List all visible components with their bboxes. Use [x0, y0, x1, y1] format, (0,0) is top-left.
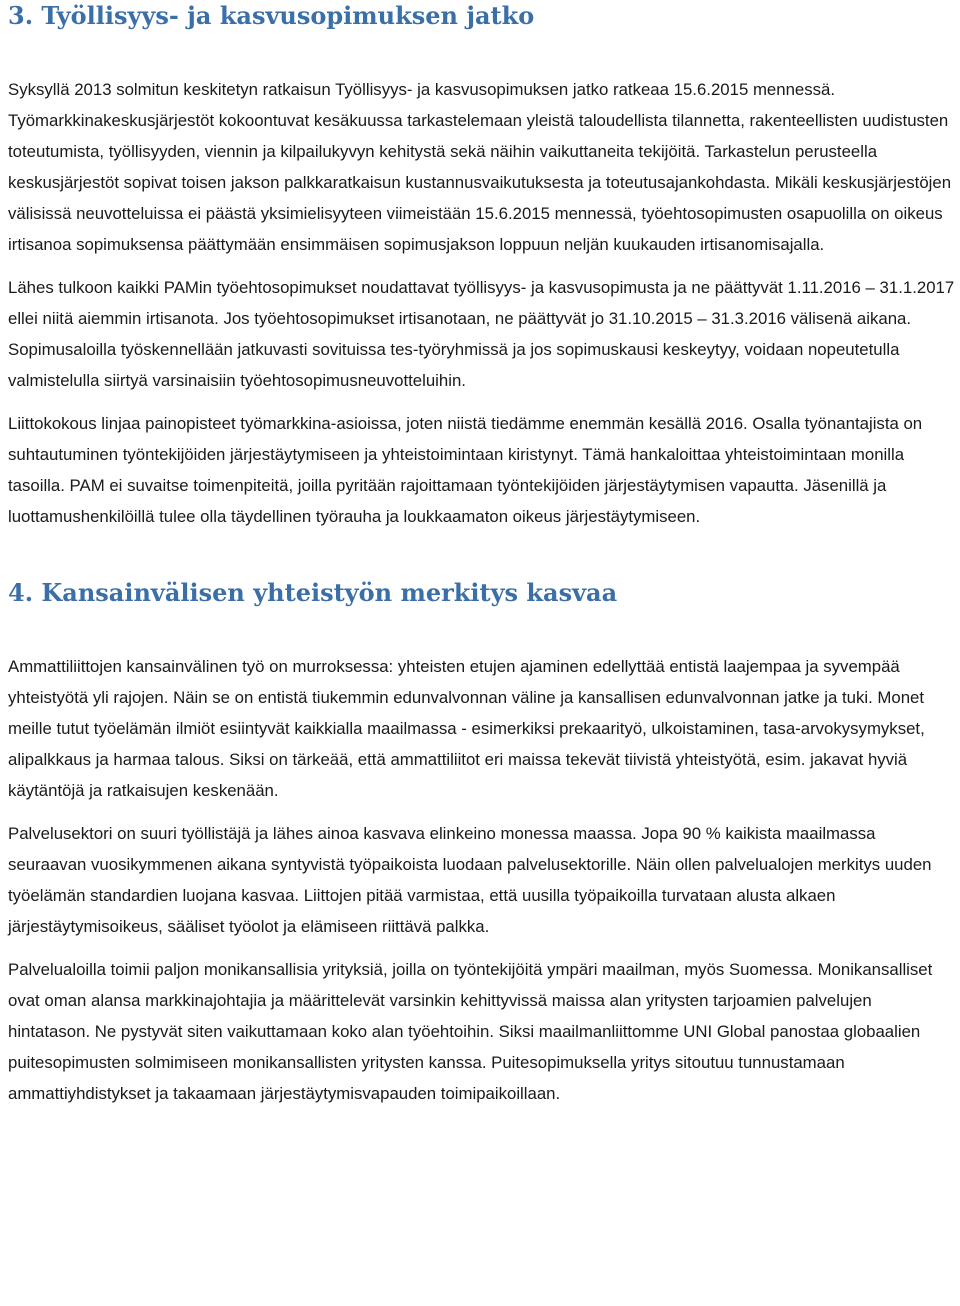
paragraph: Ammattiliittojen kansainvälinen työ on murroksessa: yhteisten etujen ajaminen edellyttää entistä laajempaa ja syvempää yhteistyötä yli rajojen. Näin se on entistä tiukemmin edunvalvonnan väline ja kansallisen edunvalvonnan jatke ja tuki. Monet meille tutut työelämän ilmiöt esiintyvät kaikkialla maailmassa - esimerkiksi prekaarityö, ulkoistaminen, tasa-arvokysymykset, alipalkkaus ja harmaa talous. Siksi on tärkeää, että ammattiliitot eri maissa tekevät tiivistä yhteistyötä, esim. jakavat hyviä käytäntöjä ja ratkaisujen keskenään. — [8, 657, 925, 800]
section-body-4 — [8, 651, 958, 1109]
section-body-3 — [8, 74, 958, 532]
paragraph: Syksyllä 2013 solmitun keskitetyn ratkaisun Työllisyys- ja kasvusopimuksen jatko ratkeaa 15.6.2015 mennessä. Työmarkkinakeskusjärjestöt kokoontuvat kesäkuussa tarkastelemaan yleistä taloudellista tilannetta, rakenteellisten uudistusten toteutumista, työllisyyden, viennin ja kilpailukyvyn kehitystä sekä näihin vaikuttaneita tekijöitä. Tarkastelun perusteella keskusjärjestöt sopivat toisen jakson palkkaratkaisun kustannusvaikutuksesta ja toteutusajankohdasta. Mikäli keskusjärjestöjen välisissä neuvotteluissa ei päästä yksimielisyyteen viimeistään 15.6.2015 mennessä, työehtosopimusten osapuolilla on oikeus irtisanoa sopimuksensa päättymään ensimmäisen sopimusjakson loppuun neljän kuukauden irtisanomisajalla. — [8, 80, 952, 254]
paragraph: Palvelusektori on suuri työllistäjä ja lähes ainoa kasvava elinkeino monessa maassa. Jopa 90 % kaikista maailmassa seuraavan vuosikymmenen aikana syntyvistä työpaikoista luodaan palvelusektorille. Näin ollen palvelualojen merkitys uuden työelämän standardien luojana kasvaa. Liittojen pitää varmistaa, että uusilla työpaikoilla turvataan alusta alkaen järjestäytymisoikeus, sääliset työolot ja elämiseen riittävä palkka. — [8, 824, 932, 936]
paragraph: Liittokokous linjaa painopisteet työmarkkina-asioissa, joten niistä tiedämme enemmän kesällä 2016. Osalla työnantajista on suhtautuminen työntekijöiden järjestäytymiseen ja yhteistoimintaan kiristynyt. Tämä hankaloittaa yhteistoimintaan monilla tasoilla. PAM ei suvaitse toimenpiteitä, joilla pyritään rajoittamaan työntekijöiden järjestäytymisen vapautta. Jäsenillä ja luottamushenkilöillä tulee olla täydellinen työrauha ja loukkaamaton oikeus järjestäytymiseen. — [8, 414, 923, 526]
document-page — [8, 0, 958, 1109]
paragraph: Lähes tulkoon kaikki PAMin työehtosopimukset noudattavat työllisyys- ja kasvusopimusta ja ne päättyvät 1.11.2016 – 31.1.2017 ellei niitä aiemmin irtisanota. Jos työehtosopimukset irtisanotaan, ne päättyvät jo 31.10.2015 – 31.3.2016 välisenä aikana. Sopimusaloilla työskennellään jatkuvasti sovituissa tes-työryhmissä ja jos sopimuskausi keskeytyy, voidaan nopeutetulla valmistelulla siirtyä varsinaisiin työehtosopimusneuvotteluihin. — [8, 278, 955, 390]
paragraph: Palvelualoilla toimii paljon monikansallisia yrityksiä, joilla on työntekijöitä ympäri maailman, myös Suomessa. Monikansalliset ovat oman alansa markkinajohtajia ja määrittelevät varsinkin kehittyvissä maissa alan yritysten tarjoamien palvelujen hintatason. Ne pystyvät siten vaikuttamaan koko alan työehtoihin. Siksi maailmanliittomme UNI Global panostaa globaalien puitesopimusten solmimiseen monikansallisten yritysten kanssa. Puitesopimuksella yritys sitoutuu tunnustamaan ammattiyhdistykset ja takaamaan järjestäytymisvapauden toimipaikoillaan. — [8, 960, 933, 1103]
section-heading-3: 3. Työllisyys- ja kasvusopimuksen jatko — [8, 1, 535, 30]
section-heading-4: 4. Kansainvälisen yhteistyön merkitys kasvaa — [8, 578, 618, 607]
